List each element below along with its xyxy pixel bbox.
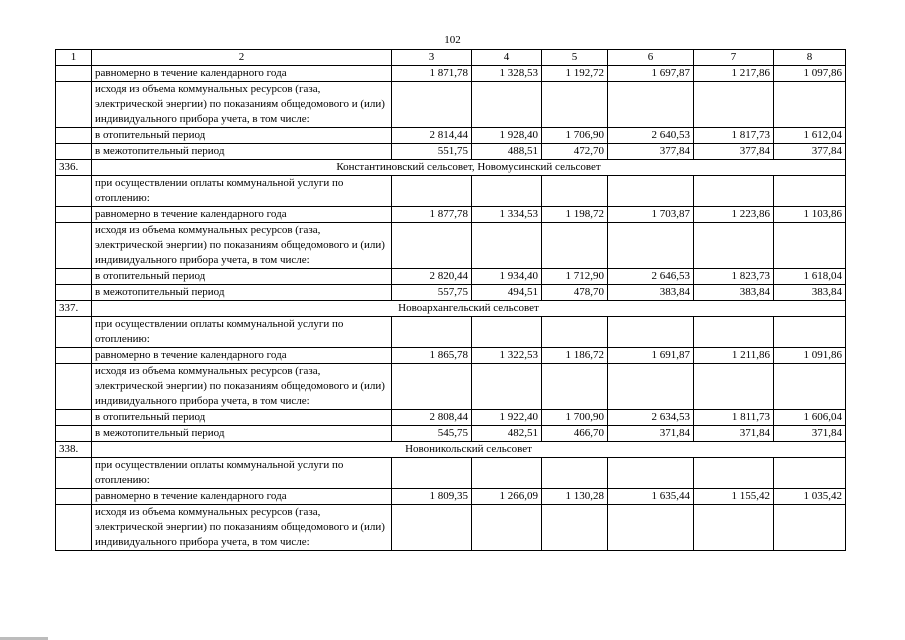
value-cell: 1 697,87	[608, 66, 694, 82]
value-cell: 1 691,87	[608, 348, 694, 364]
value-cell: 1 091,86	[774, 348, 846, 364]
value-cell	[392, 364, 472, 410]
value-cell: 2 814,44	[392, 128, 472, 144]
table-row	[56, 489, 846, 505]
row-description: равномерно в течение календарного года	[92, 207, 392, 223]
header-cell: 7	[694, 50, 774, 66]
row-number	[56, 317, 92, 348]
value-cell: 1 934,40	[472, 269, 542, 285]
value-cell	[774, 176, 846, 207]
table-row	[56, 223, 846, 269]
table-row	[56, 364, 846, 410]
section-title: Константиновский сельсовет, Новомусинский сельсовет	[92, 160, 846, 176]
value-cell: 1 612,04	[774, 128, 846, 144]
value-cell: 1 103,86	[774, 207, 846, 223]
value-cell	[472, 364, 542, 410]
section-row	[56, 160, 846, 176]
value-cell: 488,51	[472, 144, 542, 160]
row-number	[56, 82, 92, 128]
value-cell	[608, 458, 694, 489]
value-cell: 1 035,42	[774, 489, 846, 505]
row-description: исходя из объема коммунальных ресурсов (газа, электрической энергии) по показаниям общедомового и (или) индивидуального прибора учета, в том числе:	[92, 364, 392, 410]
row-number	[56, 285, 92, 301]
value-cell: 472,70	[542, 144, 608, 160]
section-title: Новоархангельский сельсовет	[92, 301, 846, 317]
value-cell: 1 618,04	[774, 269, 846, 285]
row-description: в межотопительный период	[92, 144, 392, 160]
row-number	[56, 144, 92, 160]
row-description: при осуществлении оплаты коммунальной услуги по отоплению:	[92, 458, 392, 489]
row-number	[56, 458, 92, 489]
row-number	[56, 348, 92, 364]
table-row	[56, 317, 846, 348]
row-number	[56, 364, 92, 410]
row-number: 336.	[56, 160, 92, 176]
row-number	[56, 66, 92, 82]
value-cell: 1 809,35	[392, 489, 472, 505]
value-cell	[774, 505, 846, 551]
value-cell: 383,84	[774, 285, 846, 301]
value-cell	[608, 176, 694, 207]
table-row	[56, 458, 846, 489]
value-cell	[694, 505, 774, 551]
tariff-table	[55, 49, 846, 551]
page-number: 102	[444, 34, 461, 46]
table-row	[56, 269, 846, 285]
row-number: 337.	[56, 301, 92, 317]
header-row	[56, 50, 846, 66]
table-row	[56, 128, 846, 144]
value-cell: 377,84	[694, 144, 774, 160]
value-cell: 1 223,86	[694, 207, 774, 223]
value-cell: 1 712,90	[542, 269, 608, 285]
row-number	[56, 426, 92, 442]
row-description: в отопительный период	[92, 410, 392, 426]
value-cell: 2 820,44	[392, 269, 472, 285]
value-cell: 383,84	[694, 285, 774, 301]
table-row	[56, 410, 846, 426]
value-cell	[542, 317, 608, 348]
value-cell	[472, 176, 542, 207]
value-cell	[542, 176, 608, 207]
row-description: в отопительный период	[92, 128, 392, 144]
value-cell: 377,84	[608, 144, 694, 160]
value-cell: 371,84	[774, 426, 846, 442]
header-cell: 2	[92, 50, 392, 66]
row-description: исходя из объема коммунальных ресурсов (газа, электрической энергии) по показаниям общедомового и (или) индивидуального прибора учета, в том числе:	[92, 82, 392, 128]
row-description: в межотопительный период	[92, 426, 392, 442]
value-cell: 551,75	[392, 144, 472, 160]
table-row	[56, 82, 846, 128]
header-cell: 5	[542, 50, 608, 66]
value-cell	[542, 458, 608, 489]
value-cell: 377,84	[774, 144, 846, 160]
header-cell: 6	[608, 50, 694, 66]
header-cell: 4	[472, 50, 542, 66]
value-cell: 1 186,72	[542, 348, 608, 364]
value-cell: 1 334,53	[472, 207, 542, 223]
table-row	[56, 176, 846, 207]
row-number	[56, 489, 92, 505]
value-cell: 1 928,40	[472, 128, 542, 144]
header-cell: 3	[392, 50, 472, 66]
value-cell: 482,51	[472, 426, 542, 442]
value-cell	[472, 82, 542, 128]
row-number	[56, 128, 92, 144]
value-cell: 1 155,42	[694, 489, 774, 505]
row-description: равномерно в течение календарного года	[92, 348, 392, 364]
value-cell: 1 606,04	[774, 410, 846, 426]
value-cell	[392, 176, 472, 207]
value-cell	[694, 176, 774, 207]
value-cell	[774, 458, 846, 489]
row-description: исходя из объема коммунальных ресурсов (газа, электрической энергии) по показаниям общедомового и (или) индивидуального прибора учета, в том числе:	[92, 505, 392, 551]
value-cell	[694, 458, 774, 489]
value-cell: 1 811,73	[694, 410, 774, 426]
value-cell: 1 706,90	[542, 128, 608, 144]
table-row	[56, 285, 846, 301]
value-cell: 1 865,78	[392, 348, 472, 364]
value-cell: 494,51	[472, 285, 542, 301]
value-cell	[694, 82, 774, 128]
row-description: в отопительный период	[92, 269, 392, 285]
value-cell	[542, 82, 608, 128]
value-cell	[774, 364, 846, 410]
table-row	[56, 348, 846, 364]
row-number	[56, 223, 92, 269]
value-cell	[472, 458, 542, 489]
row-description: в межотопительный период	[92, 285, 392, 301]
value-cell: 1 703,87	[608, 207, 694, 223]
value-cell	[694, 223, 774, 269]
row-number: 338.	[56, 442, 92, 458]
row-description: при осуществлении оплаты коммунальной услуги по отоплению:	[92, 176, 392, 207]
value-cell: 466,70	[542, 426, 608, 442]
row-number	[56, 505, 92, 551]
value-cell: 1 198,72	[542, 207, 608, 223]
value-cell: 1 700,90	[542, 410, 608, 426]
table-body	[56, 50, 846, 551]
value-cell: 1 097,86	[774, 66, 846, 82]
value-cell	[608, 82, 694, 128]
value-cell	[542, 505, 608, 551]
value-cell: 2 646,53	[608, 269, 694, 285]
header-cell: 8	[774, 50, 846, 66]
value-cell: 1 322,53	[472, 348, 542, 364]
row-number	[56, 269, 92, 285]
value-cell: 2 640,53	[608, 128, 694, 144]
value-cell: 1 328,53	[472, 66, 542, 82]
value-cell: 1 266,09	[472, 489, 542, 505]
value-cell	[542, 223, 608, 269]
value-cell	[774, 317, 846, 348]
value-cell: 557,75	[392, 285, 472, 301]
value-cell: 1 635,44	[608, 489, 694, 505]
value-cell	[694, 364, 774, 410]
value-cell	[392, 458, 472, 489]
value-cell	[472, 223, 542, 269]
section-row	[56, 442, 846, 458]
value-cell: 371,84	[608, 426, 694, 442]
value-cell	[608, 223, 694, 269]
value-cell	[392, 317, 472, 348]
row-number	[56, 410, 92, 426]
value-cell: 545,75	[392, 426, 472, 442]
value-cell	[608, 505, 694, 551]
value-cell: 2 808,44	[392, 410, 472, 426]
value-cell	[542, 364, 608, 410]
table-row	[56, 144, 846, 160]
row-description: равномерно в течение календарного года	[92, 66, 392, 82]
value-cell: 478,70	[542, 285, 608, 301]
row-description: при осуществлении оплаты коммунальной услуги по отоплению:	[92, 317, 392, 348]
row-description: исходя из объема коммунальных ресурсов (газа, электрической энергии) по показаниям общедомового и (или) индивидуального прибора учета, в том числе:	[92, 223, 392, 269]
value-cell: 1 817,73	[694, 128, 774, 144]
table-row	[56, 66, 846, 82]
value-cell: 1 871,78	[392, 66, 472, 82]
value-cell: 2 634,53	[608, 410, 694, 426]
row-description: равномерно в течение календарного года	[92, 489, 392, 505]
section-row	[56, 301, 846, 317]
value-cell: 1 922,40	[472, 410, 542, 426]
section-title: Новоникольский сельсовет	[92, 442, 846, 458]
value-cell: 1 877,78	[392, 207, 472, 223]
value-cell	[774, 82, 846, 128]
value-cell: 1 130,28	[542, 489, 608, 505]
value-cell	[392, 82, 472, 128]
table-row	[56, 207, 846, 223]
table-row	[56, 426, 846, 442]
value-cell	[472, 505, 542, 551]
value-cell	[774, 223, 846, 269]
value-cell: 1 211,86	[694, 348, 774, 364]
value-cell	[608, 317, 694, 348]
value-cell: 1 217,86	[694, 66, 774, 82]
value-cell: 1 192,72	[542, 66, 608, 82]
value-cell	[608, 364, 694, 410]
value-cell: 383,84	[608, 285, 694, 301]
value-cell	[392, 223, 472, 269]
value-cell: 371,84	[694, 426, 774, 442]
row-number	[56, 176, 92, 207]
value-cell	[694, 317, 774, 348]
header-cell: 1	[56, 50, 92, 66]
table-row	[56, 505, 846, 551]
value-cell: 1 823,73	[694, 269, 774, 285]
value-cell	[392, 505, 472, 551]
value-cell	[472, 317, 542, 348]
row-number	[56, 207, 92, 223]
